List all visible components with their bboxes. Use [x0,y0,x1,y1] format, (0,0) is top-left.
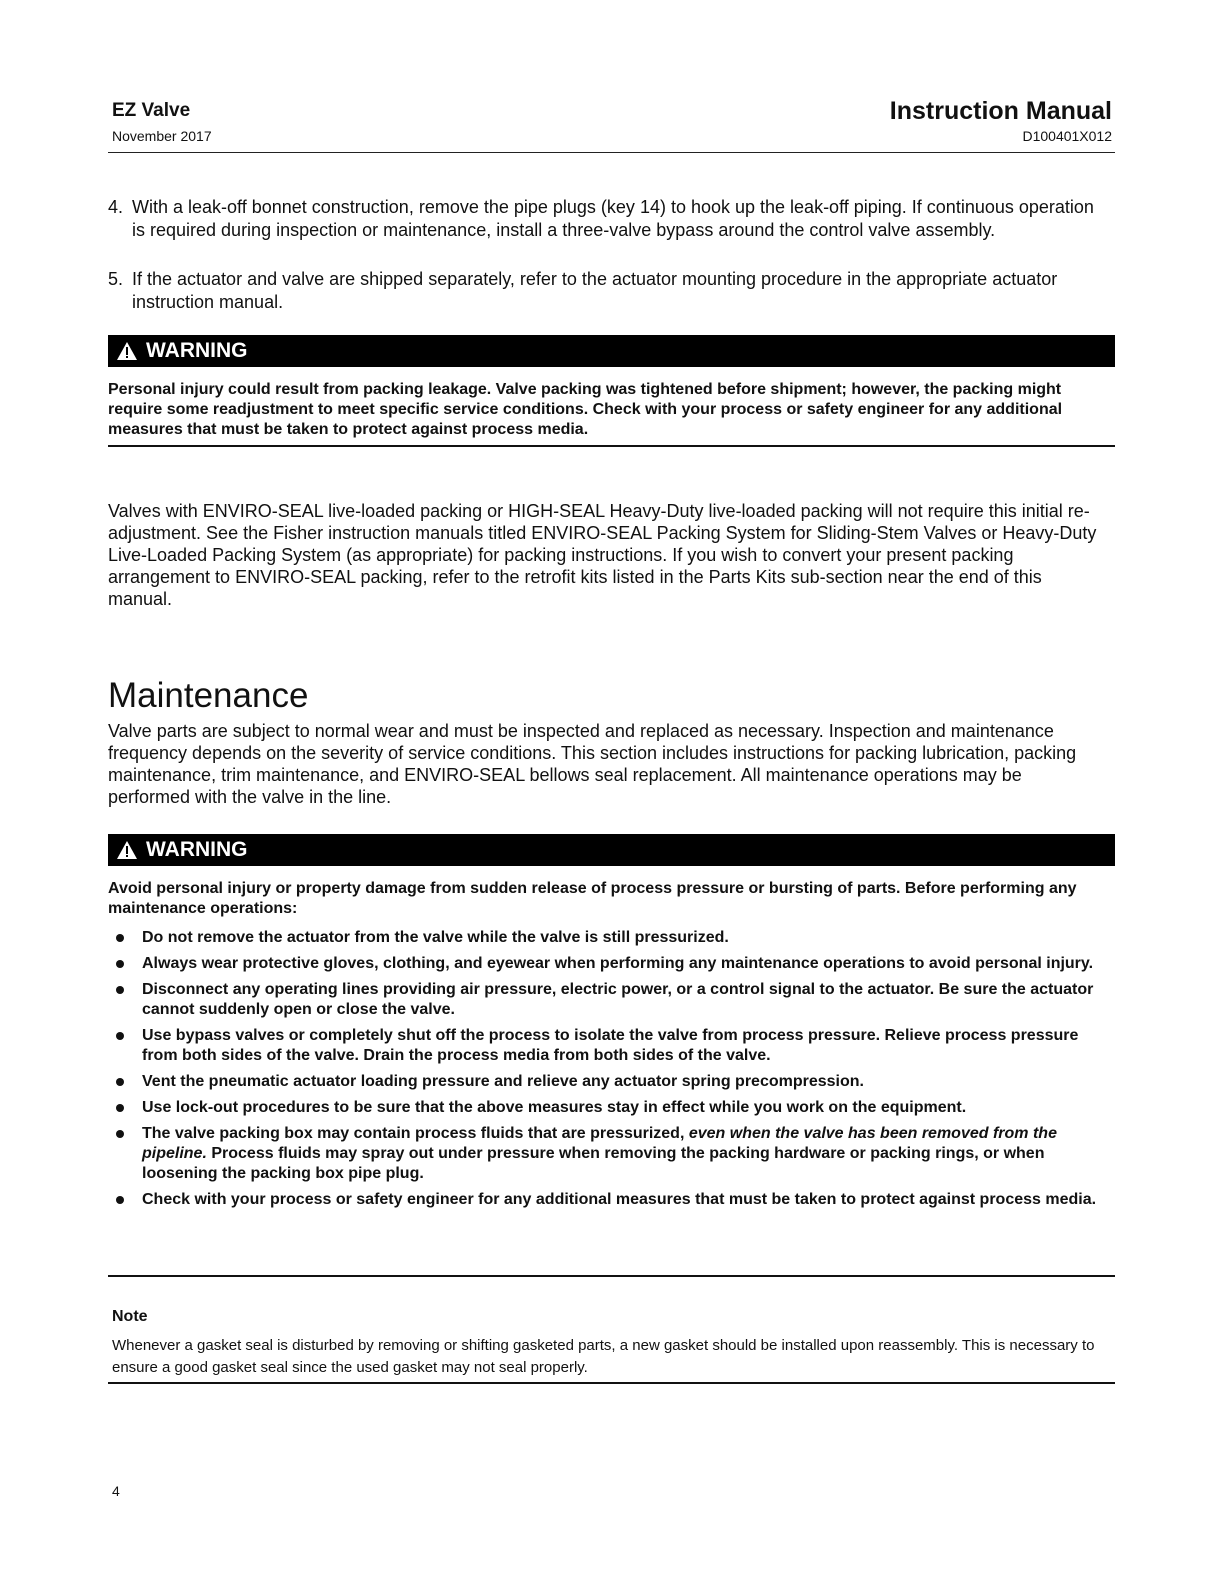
warning-banner [108,335,1115,367]
list-item-text: Use bypass valves or completely shut off the process to isolate the valve from process pressure. Relieve process pressure from both sides of the valve. Drain the process media from both sides of the valve. [142,1027,1079,1064]
step-5 [108,268,1108,314]
list-item-text: Disconnect any operating lines providing air pressure, electric power, or a control signal to the actuator. Be sure the actuator cannot suddenly open or close the valve. [142,981,1094,1018]
manual-title: Instruction Manual [889,97,1112,125]
step-number: 5. [108,269,124,289]
bullet-icon [116,1078,124,1086]
list-item-text: Use lock-out procedures to be sure that the above measures stay in effect while you work on the equipment. [142,1099,967,1116]
bullet-icon [116,1104,124,1112]
note-text: Whenever a gasket seal is disturbed by removing or shifting gasketed parts, a new gasket should be installed upon reassembly. This is necessary to ensure a good gasket seal since the used gasket may not seal properly. [112,1337,1095,1376]
list-item [108,1026,1115,1066]
bullet-icon [116,934,124,942]
warning-triangle-icon [116,840,138,860]
page-number: 4 [112,1483,120,1499]
step-text: If the actuator and valve are shipped separately, refer to the actuator mounting procedure in the appropriate actuator instruction manual. [132,269,1058,312]
list-item [108,980,1115,1020]
product-name: EZ Valve [112,100,191,121]
list-item [108,1072,1115,1092]
bullet-icon [116,1196,124,1204]
warning-intro: Avoid personal injury or property damage from sudden release of process pressure or bursting of parts. Before performing any maintenance operations: [108,880,1077,917]
maintenance-intro: Valve parts are subject to normal wear and must be inspected and replaced as necessary. Inspection and maintenance frequency depends on the severity of service conditions. This section includes instructions for packing lubrication, packing maintenance, trim maintenance, and ENVIRO-SEAL bellows seal replacement. All maintenance operations may be performed with the valve in the line. [108,721,1077,807]
bullet-icon [116,1130,124,1138]
warning-label: WARNING [146,339,248,362]
list-item-text-italic: even when the valve has been removed from the pipeline. [142,1125,1057,1162]
step-4 [108,196,1108,242]
warning-text: Personal injury could result from packing leakage. Valve packing was tightened before shipment; however, the packing might require some readjustment to meet specific service conditions. Check with your process or safety engineer for any additional measures that must be taken to protect against process media. [108,381,1063,438]
list-item [108,1098,1115,1118]
list-item-text-pre: The valve packing box may contain process fluids that are pressurized, [142,1125,689,1142]
bullet-icon [116,960,124,968]
list-item [108,1124,1115,1184]
note-divider [108,1382,1115,1384]
list-item [108,954,1115,974]
header-divider [108,152,1115,153]
warning-banner [108,834,1115,866]
list-item-text: Check with your process or safety engineer for any additional measures that must be taken to protect against process media. [142,1191,1097,1208]
note-title: Note [112,1308,148,1325]
list-item-text: Vent the pneumatic actuator loading pressure and relieve any actuator spring precompression. [142,1073,864,1090]
list-item-text-post: Process fluids may spray out under pressure when removing the packing hardware or packing rings, or when loosening the packing box pipe plug. [142,1145,1045,1182]
safety-list [108,928,1115,1216]
bullet-icon [116,986,124,994]
warning-label: WARNING [146,838,248,861]
step-text: With a leak-off bonnet construction, remove the pipe plugs (key 14) to hook up the leak-off piping. If continuous operation is required during inspection or maintenance, install a three-valve bypass around the control valve assembly. [132,197,1094,240]
warning-triangle-icon [116,341,138,361]
warning-divider [108,445,1115,447]
warning-divider [108,1275,1115,1277]
document-number: D100401X012 [1022,128,1112,144]
list-item [108,1190,1115,1210]
list-item-text: Do not remove the actuator from the valve while the valve is still pressurized. [142,929,729,946]
section-heading: Maintenance [108,676,309,715]
list-item [108,928,1115,948]
publication-date: November 2017 [112,128,212,144]
list-item-text: Always wear protective gloves, clothing, and eyewear when performing any maintenance operations to avoid personal injury. [142,955,1094,972]
step-number: 4. [108,197,124,217]
packing-paragraph: Valves with ENVIRO-SEAL live-loaded packing or HIGH-SEAL Heavy-Duty live-loaded packing will not require this initial re-adjustment. See the Fisher instruction manuals titled ENVIRO-SEAL Packing System for Sliding-Stem Valves or Heavy-Duty Live-Loaded Packing System (as appropriate) for packing instructions. If you wish to convert your present packing arrangement to ENVIRO-SEAL packing, refer to the retrofit kits listed in the Parts Kits sub-section near the end of this manual. [108,501,1097,609]
bullet-icon [116,1032,124,1040]
